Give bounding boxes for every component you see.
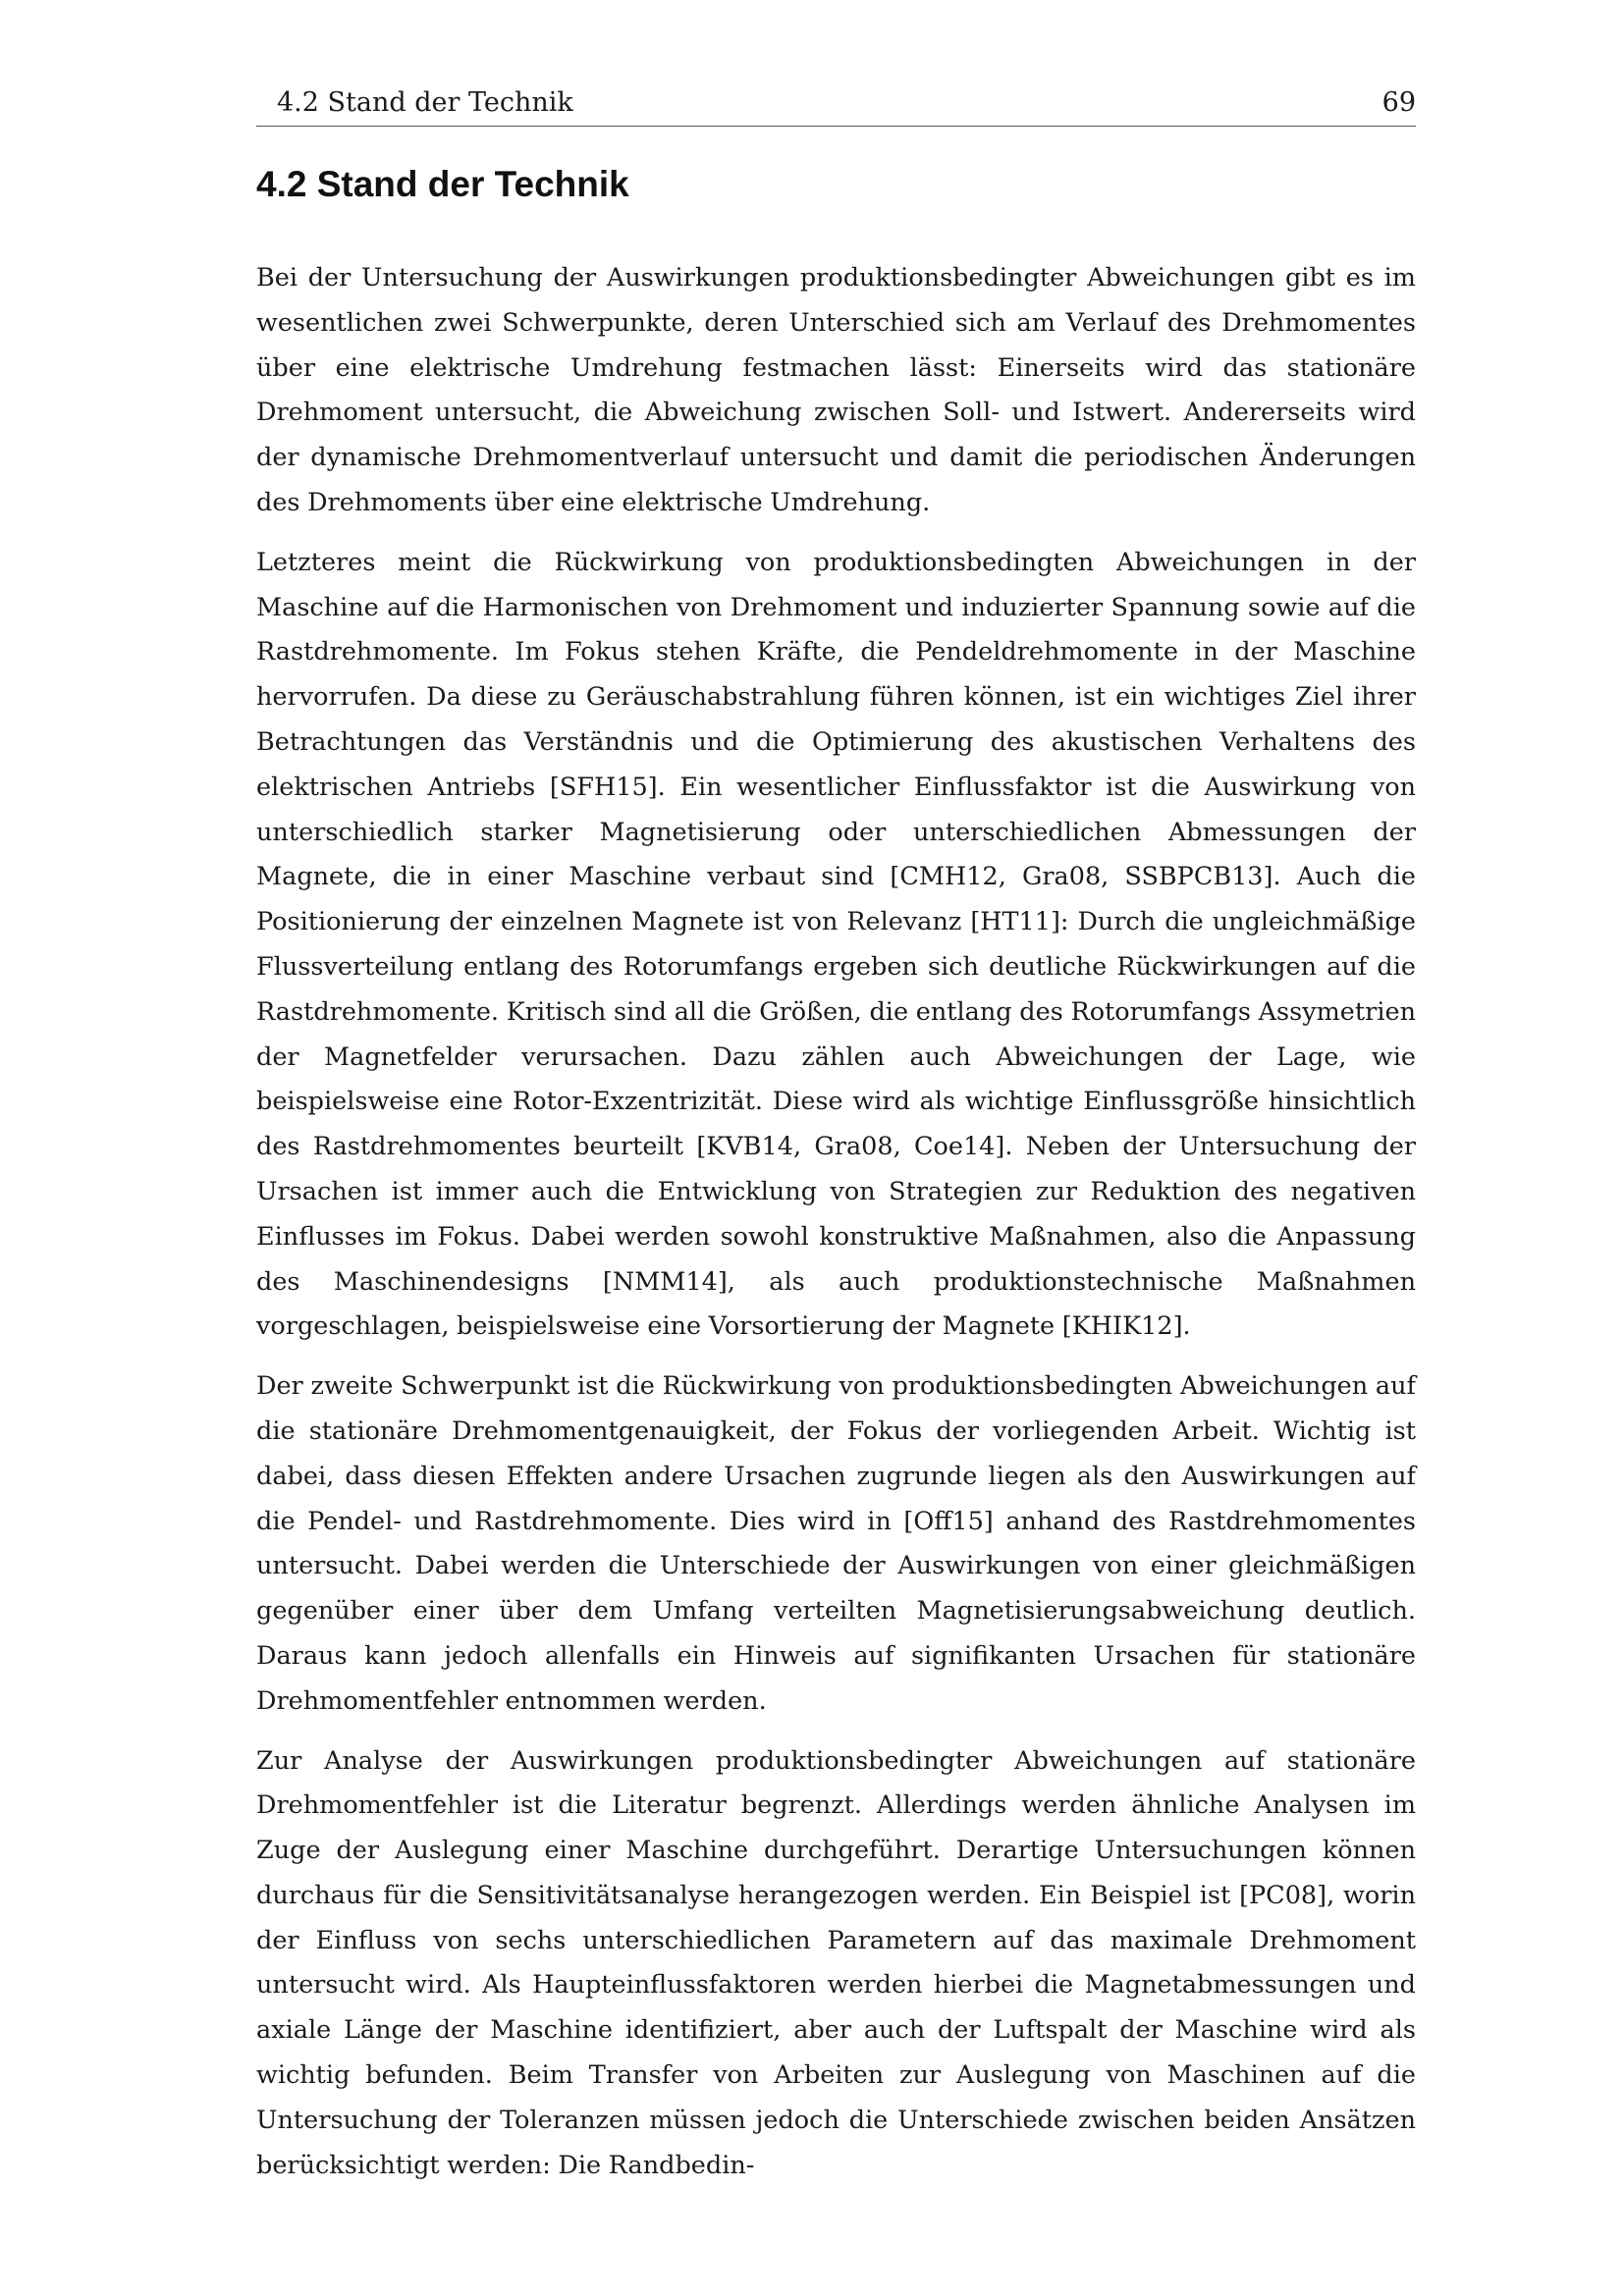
paragraph-1: Bei der Untersuchung der Auswirkungen produktionsbedingter Abweichungen gibt es im wesentlichen zwei Schwerpunkte, deren Unterschied sich am Verlauf des Drehmomentes über eine elektrische Umdrehung festmachen lässt: Einerseits wird das stationäre Drehmoment untersucht, die Abweichung zwischen Soll- und Istwert. Andererseits wird der dynamische Drehmomentverlauf untersucht und damit die periodischen Änderungen des Drehmoments über eine elektrische Umdrehung. <box>256 263 1416 517</box>
running-header-section: 4.2 Stand der Technik <box>277 87 573 118</box>
running-header <box>256 80 1416 127</box>
paragraph-4: Zur Analyse der Auswirkungen produktionsbedingter Abweichungen auf stationäre Drehmomentfehler ist die Literatur begrenzt. Allerdings werden ähnliche Analysen im Zuge der Auslegung einer Maschine durchgeführt. Derartige Untersuchungen können durchaus für die Sensitivitätsanalyse herangezogen werden. Ein Beispiel ist [PC08], worin der Einfluss von sechs unterschiedlichen Parametern auf das maximale Drehmoment untersucht wird. Als Haupteinflussfaktoren werden hierbei die Magnetabmessungen und axiale Länge der Maschine identifiziert, aber auch der Luftspalt der Maschine wird als wichtig befunden. Beim Transfer von Arbeiten zur Auslegung von Maschinen auf die Untersuchung der Toleranzen müssen jedoch die Unterschiede zwischen beiden Ansätzen berücksichtigt werden: Die Randbedin- <box>256 1745 1416 2180</box>
paragraph-2: Letzteres meint die Rückwirkung von produktionsbedingten Abweichungen in der Maschine auf die Harmonischen von Drehmoment und induzierter Spannung sowie auf die Rastdrehmomente. Im Fokus stehen Kräfte, die Pendeldrehmomente in der Maschine hervorrufen. Da diese zu Geräuschabstrahlung führen können, ist ein wichtiges Ziel ihrer Betrachtungen das Verständnis und die Optimierung des akustischen Verhaltens des elektrischen Antriebs [SFH15]. Ein wesentlicher Einflussfaktor ist die Auswirkung von unterschiedlich starker Magnetisierung oder unterschiedlichen Abmessungen der Magnete, die in einer Maschine verbaut sind [CMH12, Gra08, SSBPCB13]. Auch die Positionierung der einzelnen Magnete ist von Relevanz [HT11]: Durch die ungleichmäßige Flussverteilung entlang des Rotorumfangs ergeben sich deutliche Rückwirkungen auf die Rastdrehmomente. Kritisch sind all die Größen, die entlang des Rotorumfangs Assymetrien der Magnetfelder verursachen. Dazu zählen auch Abweichungen der Lage, wie beispielsweise eine Rotor-Exzentrizität. Diese wird als wichtige Einflussgröße hinsichtlich des Rastdrehmomentes beurteilt [KVB14, Gra08, Coe14]. Neben der Untersuchung der Ursachen ist immer auch die Entwicklung von Strategien zur Reduktion des negativen Einflusses im Fokus. Dabei werden sowohl konstruktive Maßnahmen, also die Anpassung des Maschinendesigns [NMM14], als auch produktionstechnische Maßnahmen vorgeschlagen, beispielsweise eine Vorsortierung der Magnete [KHIK12]. <box>256 547 1416 1342</box>
section-heading: 4.2 Stand der Technik <box>256 164 629 204</box>
body-text <box>256 256 1416 2203</box>
page-number: 69 <box>1381 87 1416 118</box>
paragraph-3: Der zweite Schwerpunkt ist die Rückwirkung von produktionsbedingten Abweichungen auf die stationäre Drehmomentgenauigkeit, der Fokus der vorliegenden Arbeit. Wichtig ist dabei, dass diesen Effekten andere Ursachen zugrunde liegen als den Auswirkungen auf die Pendel- und Rastdrehmomente. Dies wird in [Off15] anhand des Rastdrehmomentes untersucht. Dabei werden die Unterschiede der Auswirkungen von einer gleichmäßigen gegenüber einer über dem Umfang verteilten Magnetisierungsabweichung deutlich. Daraus kann jedoch allenfalls ein Hinweis auf signifikanten Ursachen für stationäre Drehmomentfehler entnommen werden. <box>256 1371 1416 1716</box>
